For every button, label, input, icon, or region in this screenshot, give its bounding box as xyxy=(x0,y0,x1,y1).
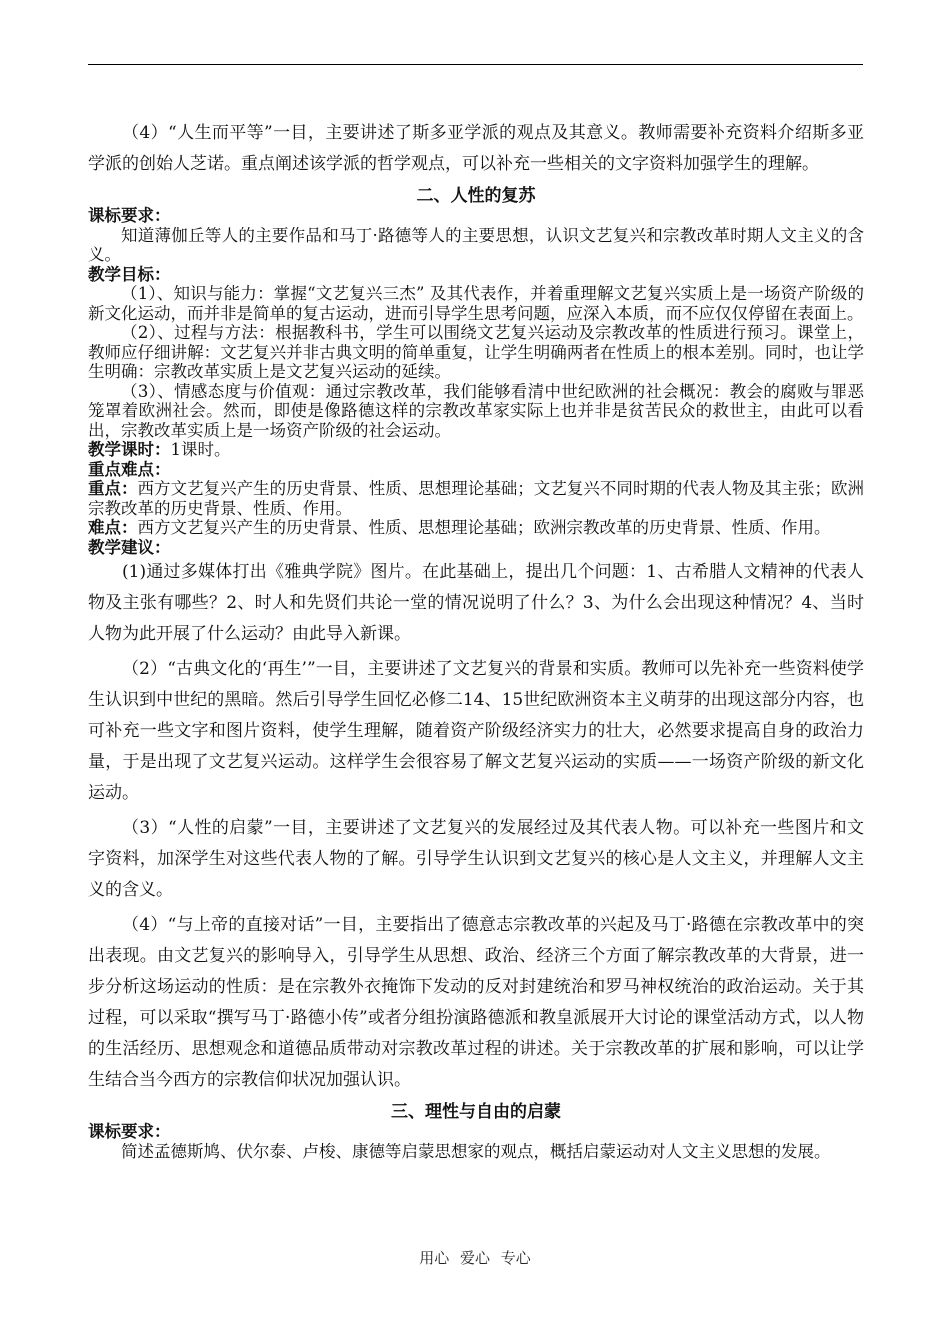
curriculum-label-3: 课标要求： xyxy=(88,1122,171,1141)
suggestion-3: （3）“人性的启蒙”一目，主要讲述了文艺复兴的发展经过及其代表人物。可以补充一些图片和文字资料，加深学生对这些代表人物的了解。引导学生认识到文艺复兴的核心是人文主义，并理解人文主义的含义。 xyxy=(88,818,864,900)
hours-text: 1课时。 xyxy=(170,440,231,459)
section-title-humanism-revival: 二、人性的复苏 xyxy=(416,186,536,206)
paragraph-stoic-school: （4）“人生而平等”一目，主要讲述了斯多亚学派的观点及其意义。教师需要补充资料介绍斯多亚学派的创始人芝诺。重点阐述该学派的哲学观点，可以补充一些相关的文字资料加强学生的理解。 xyxy=(88,123,864,174)
difficulties xyxy=(88,518,864,538)
section-title-enlightenment: 三、理性与自由的启蒙 xyxy=(391,1102,561,1122)
curriculum-text: 知道薄伽丘等人的主要作品和马丁·路德等人的主要思想，认识文艺复兴和宗教改革时期人文主义的含义。 xyxy=(88,225,864,264)
diff-label: 难点： xyxy=(88,518,138,537)
page-footer: 用心 爱心 专心 xyxy=(419,1249,531,1267)
curriculum-label: 课标要求： xyxy=(88,206,171,225)
key-points xyxy=(88,479,864,518)
key-label: 重点： xyxy=(88,479,138,498)
curriculum-text-3: 简述孟德斯鸠、伏尔泰、卢梭、康德等启蒙思想家的观点，概括启蒙运动对人文主义思想的发展。 xyxy=(121,1141,831,1161)
key-text: 西方文艺复兴产生的历史背景、性质、思想理论基础；文艺复兴不同时期的代表人物及其主张；欧洲宗教改革的历史背景、性质、作用。 xyxy=(88,479,865,518)
document-body xyxy=(88,118,864,1161)
suggestion-2: （2）“古典文化的‘再生’”一目，主要讲述了文艺复兴的背景和实质。教师可以先补充一些资料使学生认识到中世纪的黑暗。然后引导学生回忆必修二14、15世纪欧洲资本主义萌芽的出现这部分内容，也可补充一些文字和图片资料，使学生理解，随着资产阶级经济实力的壮大，必然要求提高自身的政治力量，于是出现了文艺复兴运动。这样学生会很容易了解文艺复兴运动的实质——一场资产阶级的新文化运动。 xyxy=(88,659,864,803)
goal-knowledge: （1）、知识与能力：掌握“文艺复兴三杰” 及其代表作，并着重理解文艺复兴实质上是一场资产阶级的新文化运动，而并非是简单的复古运动，进而引导学生思考问题，应深入本质，而不应仅仅停留在表面上。 xyxy=(88,284,864,323)
keypoints-label: 重点难点： xyxy=(88,459,171,479)
suggestion-4: （4）“与上帝的直接对话”一目，主要指出了德意志宗教改革的兴起及马丁·路德在宗教改革中的突出表现。由文艺复兴的影响导入，引导学生从思想、政治、经济三个方面了解宗教改革的大背景，进一步分析这场运动的性质：是在宗教外衣掩饰下发动的反对封建统治和罗马神权统治的政治运动。关于其过程，可以采取“撰写马丁·路德小传”或者分组扮演路德派和教皇派展开大讨论的课堂活动方式，以人物的生活经历、思想观念和道德品质带动对宗教改革过程的讲述。关于宗教改革的扩展和影响，可以让学生结合当今西方的宗教信仰状况加强认识。 xyxy=(88,915,864,1090)
goal-process: （2）、过程与方法：根据教科书，学生可以围绕文艺复兴运动及宗教改革的性质进行预习。课堂上，教师应仔细讲解：文艺复兴并非古典文明的简单重复，让学生明确两者在性质上的根本差别。同时，也让学生明确：宗教改革实质上是文艺复兴运动的延续。 xyxy=(88,323,864,381)
header-rule xyxy=(88,64,863,65)
suggestions-label: 教学建议： xyxy=(88,537,171,557)
goals-label: 教学目标： xyxy=(88,264,171,284)
goal-values: （3）、情感态度与价值观：通过宗教改革，我们能够看清中世纪欧洲的社会概况：教会的腐败与罪恶笼罩着欧洲社会。然而，即使是像路德这样的宗教改革家实际上也并非是贫苦民众的救世主，由此可以看出，宗教改革实质上是一场资产阶级的社会运动。 xyxy=(88,381,864,440)
hours-line xyxy=(88,440,864,460)
diff-text: 西方文艺复兴产生的历史背景、性质、思想理论基础；欧洲宗教改革的历史背景、性质、作用。 xyxy=(137,518,831,537)
hours-label: 教学课时： xyxy=(88,440,171,459)
suggestion-1: (1)通过多媒体打出《雅典学院》图片。在此基础上，提出几个问题：1、古希腊人文精神的代表人物及主张有哪些？2、时人和先贤们共论一堂的情况说明了什么？3、为什么会出现这种情况？4、当时人物为此开展了什么运动？由此导入新课。 xyxy=(88,562,864,644)
